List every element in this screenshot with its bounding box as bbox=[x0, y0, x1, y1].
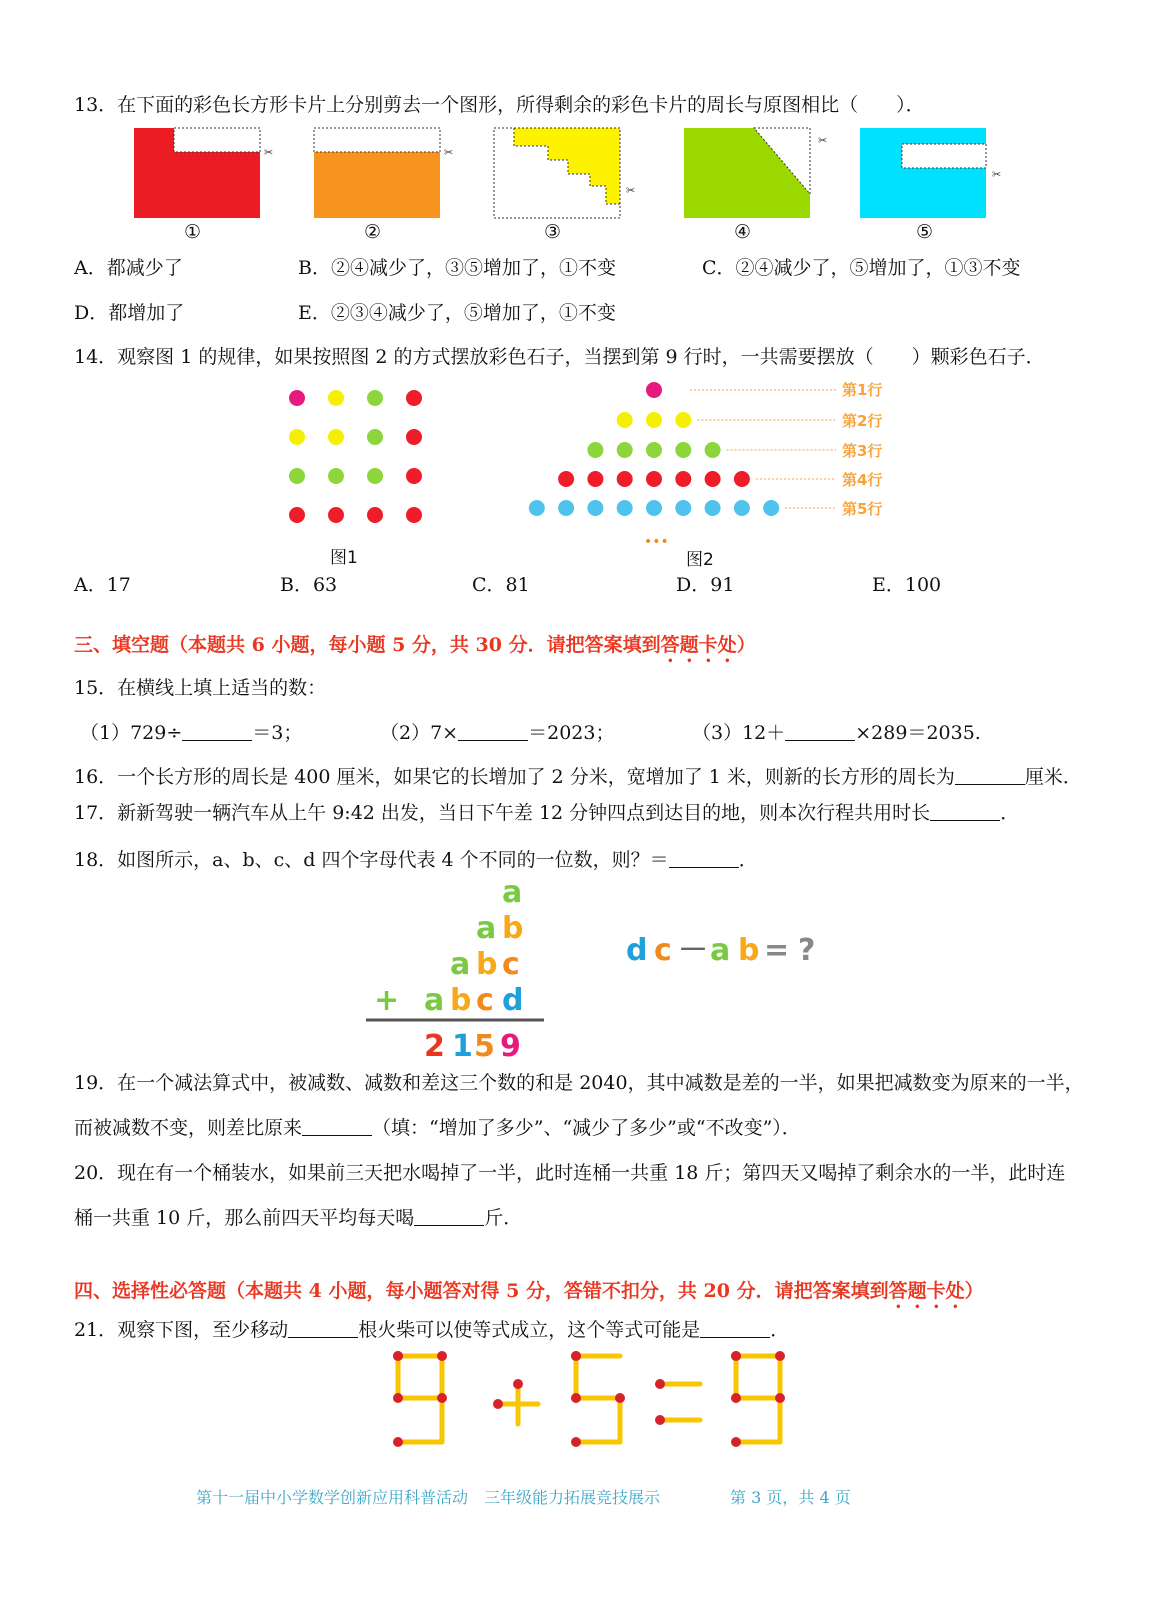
q14-fig2-stone bbox=[617, 412, 633, 428]
q18-expr-a: a bbox=[710, 933, 731, 968]
q17: 17．新新驾驶一辆汽车从上午 9:42 出发，当日下午差 12 分钟四点到达目的地，则本次行程共用时长 ． bbox=[74, 802, 1020, 824]
q18-expr-minus: － bbox=[678, 933, 708, 968]
q14-fig2-stone bbox=[558, 500, 574, 516]
q21-matchstick-equation bbox=[380, 1346, 820, 1466]
q20-line-2: 桶一共重 10 斤，那么前四天平均每天喝 斤． bbox=[74, 1207, 523, 1229]
matchstick-head bbox=[571, 1437, 581, 1447]
q15-part-2: （2）7× ＝2023； bbox=[380, 722, 615, 744]
answer-blank[interactable] bbox=[288, 1319, 358, 1338]
q18-row-4-d: d bbox=[502, 983, 524, 1018]
q18-sum-digit-4: 9 bbox=[500, 1029, 521, 1064]
q21: 21．观察下图，至少移动 根火柴可以使等式成立，这个等式可能是 ． bbox=[74, 1319, 790, 1341]
q14-figure-2 bbox=[520, 376, 920, 551]
q14-fig2-stone bbox=[587, 471, 603, 487]
q13-card-3 bbox=[494, 128, 635, 218]
matchstick-head bbox=[655, 1379, 665, 1389]
q18-row-2-a: a bbox=[476, 911, 497, 946]
q14-fig2-stone bbox=[646, 471, 662, 487]
q13-card-1 bbox=[134, 128, 273, 218]
q13-card-5 bbox=[860, 128, 1001, 218]
q18-row-4-b: b bbox=[450, 983, 472, 1018]
matchstick-head bbox=[655, 1415, 665, 1425]
q18-row-3-c: c bbox=[502, 947, 520, 982]
q13-option-d: D．都增加了 bbox=[74, 302, 185, 324]
q13-option-c: C．②④减少了，⑤增加了，①③不变 bbox=[702, 257, 1021, 279]
q13-stem: 13．在下面的彩色长方形卡片上分别剪去一个图形，所得剩余的彩色卡片的周长与原图相比（ ）． bbox=[74, 94, 925, 116]
q14-fig1-stone bbox=[367, 429, 383, 445]
q15-stem: 15．在横线上填上适当的数： bbox=[74, 677, 327, 699]
q13-label-2: ② bbox=[364, 221, 382, 243]
q14-fig1-stone bbox=[289, 507, 305, 523]
q14-fig2-stone bbox=[558, 471, 574, 487]
q18-row-4-a: a bbox=[424, 983, 445, 1018]
q14-fig1-stone bbox=[406, 429, 422, 445]
matchstick-head bbox=[775, 1393, 785, 1403]
q14-fig2-stone bbox=[617, 500, 633, 516]
q18: 18．如图所示，a、b、c、d 四个字母代表 4 个不同的一位数，则？＝ ． bbox=[74, 849, 758, 871]
q14-fig2-stone bbox=[675, 442, 691, 458]
answer-blank[interactable] bbox=[930, 802, 1000, 821]
q14-option-c: C．81 bbox=[472, 574, 530, 596]
matchstick-head bbox=[571, 1351, 581, 1361]
q14-fig1-stone bbox=[406, 507, 422, 523]
q14-fig1-stone bbox=[367, 468, 383, 484]
q14-fig2-stone bbox=[646, 382, 662, 398]
q18-expr-equals: = bbox=[764, 933, 790, 968]
footer-page-number: 第 3 页，共 4 页 bbox=[730, 1488, 851, 1507]
matchstick-head bbox=[493, 1399, 503, 1409]
q14-fig2-stone bbox=[529, 500, 545, 516]
q13-option-a: A．都减少了 bbox=[74, 257, 183, 279]
section-4-heading: 四、选择性必答题（本题共 4 小题，每小题答对得 5 分，答错不扣分，共 20 分．请把答案填到答题卡处） bbox=[74, 1280, 984, 1302]
matchstick-head bbox=[393, 1351, 403, 1361]
q13-card-4 bbox=[684, 128, 827, 218]
q13-label-1: ① bbox=[184, 221, 202, 243]
q14-fig2-stone bbox=[617, 471, 633, 487]
q14-fig2-stone bbox=[675, 500, 691, 516]
q13-option-e: E．②③④减少了，⑤增加了，①不变 bbox=[298, 302, 616, 324]
svg-text:✂: ✂ bbox=[992, 168, 1002, 181]
q18-sum-digit-2: 1 bbox=[452, 1029, 473, 1064]
q13-label-5: ⑤ bbox=[916, 221, 934, 243]
q14-option-e: E．100 bbox=[872, 574, 942, 596]
answer-blank[interactable] bbox=[785, 722, 855, 741]
q14-row-label-2: 第2行 bbox=[842, 412, 883, 430]
q14-fig2-stone bbox=[705, 442, 721, 458]
q14-fig2-stone bbox=[763, 500, 779, 516]
q14-fig1-stone bbox=[367, 390, 383, 406]
q14-figure-1 bbox=[280, 384, 430, 529]
matchstick-head bbox=[731, 1437, 741, 1447]
q14-fig1-stone bbox=[289, 429, 305, 445]
q14-option-a: A．17 bbox=[74, 574, 131, 596]
matchstick-head bbox=[775, 1351, 785, 1361]
q18-row-1-a: a bbox=[502, 875, 523, 910]
answer-blank[interactable] bbox=[955, 766, 1025, 785]
q18-sum-digit-1: 2 bbox=[424, 1029, 445, 1064]
q14-fig1-stone bbox=[367, 507, 383, 523]
q19-line-1: 19．在一个减法算式中，被减数、减数和差这三个数的和是 2040，其中减数是差的一半，如果把减数变为原来的一半， bbox=[74, 1072, 1084, 1094]
matchstick-head bbox=[731, 1393, 741, 1403]
matchstick-head bbox=[571, 1393, 581, 1403]
answer-blank[interactable] bbox=[414, 1207, 484, 1226]
q14-fig1-stone bbox=[406, 390, 422, 406]
q14-fig1-stone bbox=[289, 390, 305, 406]
svg-text:✂: ✂ bbox=[444, 146, 454, 159]
q14-fig2-stone bbox=[587, 500, 603, 516]
q14-row-label-4: 第4行 bbox=[842, 471, 883, 489]
matchstick-head bbox=[437, 1351, 447, 1361]
q18-addition-figure bbox=[360, 874, 840, 1064]
q14-fig1-stone bbox=[406, 468, 422, 484]
q14-fig2-stone bbox=[617, 442, 633, 458]
q14-fig2-stone bbox=[675, 412, 691, 428]
matchstick-head bbox=[437, 1393, 447, 1403]
matchstick-head bbox=[393, 1393, 403, 1403]
q14-fig1-caption: 图1 bbox=[330, 548, 358, 568]
q16: 16．一个长方形的周长是 400 厘米，如果它的长增加了 2 分米，宽增加了 1 米，则新的长方形的周长为 厘米． bbox=[74, 766, 1082, 788]
q14-fig2-stone bbox=[705, 500, 721, 516]
answer-blank[interactable] bbox=[302, 1117, 372, 1136]
svg-text:✂: ✂ bbox=[818, 134, 828, 147]
q18-sum-digit-3: 5 bbox=[474, 1029, 495, 1064]
q14-option-d: D．91 bbox=[676, 574, 735, 596]
q13-option-b: B．②④减少了，③⑤增加了，①不变 bbox=[298, 257, 616, 279]
q14-row-label-5: 第5行 bbox=[842, 500, 883, 518]
q14-fig2-stone bbox=[675, 471, 691, 487]
answer-blank[interactable] bbox=[182, 722, 252, 741]
q14-fig2-stone bbox=[646, 500, 662, 516]
matchstick-head bbox=[393, 1437, 403, 1447]
q13-card-2 bbox=[314, 128, 453, 218]
q14-fig1-stone bbox=[328, 507, 344, 523]
answer-blank[interactable] bbox=[700, 1319, 770, 1338]
q13-label-3: ③ bbox=[544, 221, 562, 243]
q18-expr-d: d bbox=[626, 933, 648, 968]
q14-fig1-stone bbox=[328, 390, 344, 406]
q15-part-3: （3）12＋ ×289＝2035. bbox=[692, 722, 981, 744]
q18-row-3-a: a bbox=[450, 947, 471, 982]
matchstick-head bbox=[513, 1379, 523, 1389]
q15-part-1: （1）729÷ ＝3； bbox=[80, 722, 303, 744]
q19-line-2: 而被减数不变，则差比原来 （填：“增加了多少”、“减少了多少”或“不改变”）． bbox=[74, 1117, 801, 1139]
q14-fig1-stone bbox=[328, 468, 344, 484]
q18-expr-c: c bbox=[654, 933, 672, 968]
q14-fig1-stone bbox=[328, 429, 344, 445]
q13-label-4: ④ bbox=[734, 221, 752, 243]
matchstick-head bbox=[615, 1393, 625, 1403]
q14-fig1-stone bbox=[289, 468, 305, 484]
q14-fig2-stone bbox=[646, 412, 662, 428]
answer-blank[interactable] bbox=[669, 849, 739, 868]
q14-fig2-stone bbox=[705, 471, 721, 487]
q18-expr-b: b bbox=[738, 933, 760, 968]
q20-line-1: 20．现在有一个桶装水，如果前三天把水喝掉了一半，此时连桶一共重 18 斤；第四天又喝掉了剩余水的一半，此时连 bbox=[74, 1162, 1066, 1184]
q14-ellipsis: ••• bbox=[644, 534, 669, 550]
q14-row-label-1: 第1行 bbox=[842, 381, 883, 399]
q13-card-figures bbox=[128, 124, 1008, 244]
matchstick-head bbox=[731, 1351, 741, 1361]
section-3-heading: 三、填空题（本题共 6 小题，每小题 5 分，共 30 分．请把答案填到答题卡处） bbox=[74, 634, 756, 656]
q14-fig2-stone bbox=[646, 442, 662, 458]
svg-text:✂: ✂ bbox=[626, 184, 636, 197]
q14-fig2-stone bbox=[734, 500, 750, 516]
q14-row-label-3: 第3行 bbox=[842, 442, 883, 460]
footer-title: 第十一届中小学数学创新应用科普活动 三年级能力拓展竞技展示 bbox=[196, 1488, 661, 1507]
q18-row-4-c: c bbox=[476, 983, 494, 1018]
q14-fig2-stone bbox=[587, 442, 603, 458]
answer-blank[interactable] bbox=[458, 722, 528, 741]
q18-expr-question: ? bbox=[798, 933, 816, 968]
q14-stem: 14．观察图 1 的规律，如果按照图 2 的方式摆放彩色石子，当摆到第 9 行时，一共需要摆放（ ）颗彩色石子． bbox=[74, 346, 1045, 368]
svg-text:✂: ✂ bbox=[264, 146, 274, 159]
q14-fig2-caption: 图2 bbox=[686, 550, 714, 570]
q18-plus-sign: + bbox=[374, 983, 400, 1018]
q18-row-2-b: b bbox=[502, 911, 524, 946]
q14-fig2-stone bbox=[734, 471, 750, 487]
q14-option-b: B．63 bbox=[280, 574, 338, 596]
q18-row-3-b: b bbox=[476, 947, 498, 982]
